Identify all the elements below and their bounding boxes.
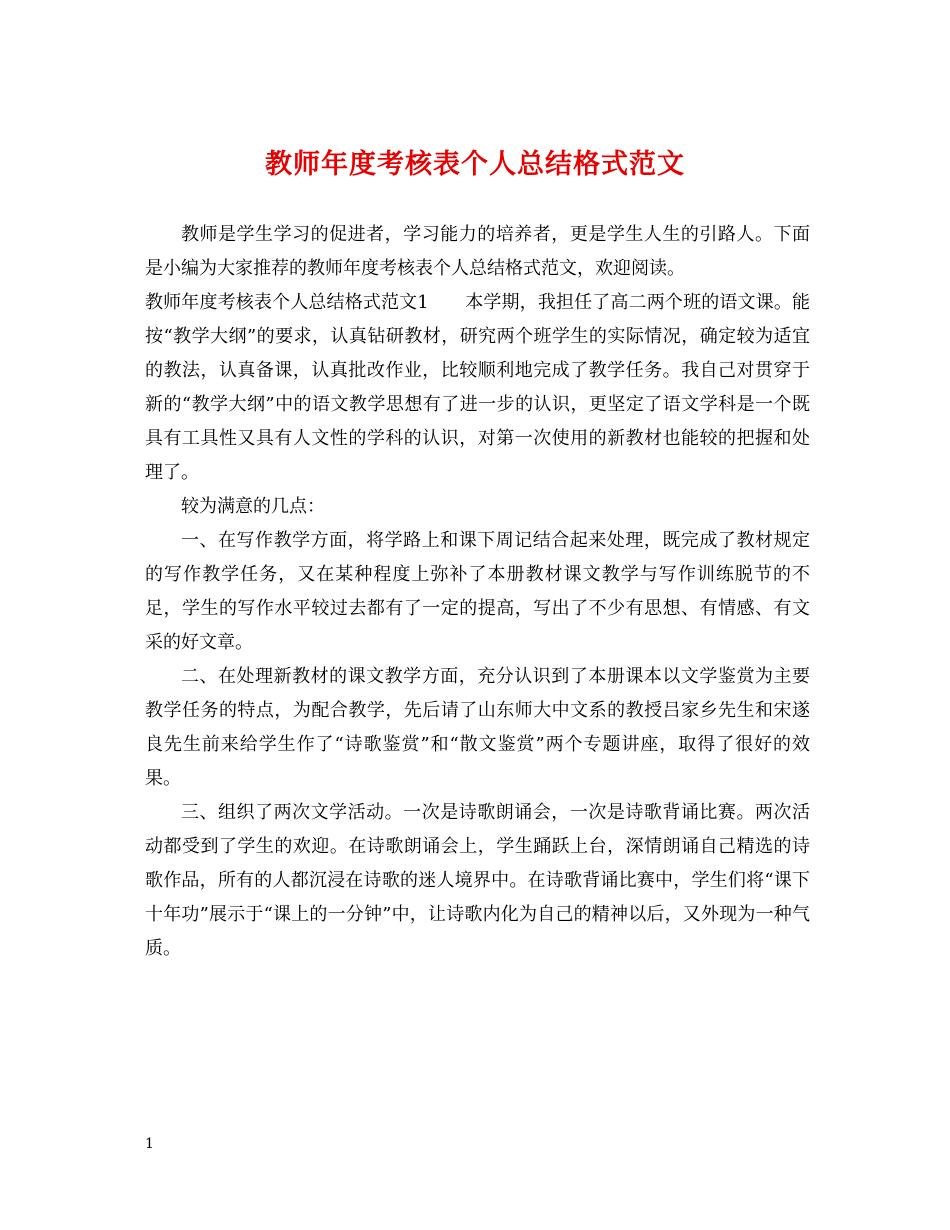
document-title: 教师年度考核表个人总结格式范文 xyxy=(265,149,685,180)
point-two-paragraph: 二、在处理新教材的课文教学方面，充分认识到了本册课本以文学鉴赏为主要教学任务的特点，为配合教学，先后请了山东师大中文系的教授吕家乡先生和宋遂良先生前来给学生作了“诗歌鉴赏”和“散文鉴赏”两个专题讲座，取得了很好的效果。 xyxy=(145,666,810,789)
sample-one-paragraph: 教师年度考核表个人总结格式范文1 本学期，我担任了高二两个班的语文课。能按“教学大纲”的要求，认真钻研教材，研究两个班学生的实际情况，确定较为适宜的教法，认真备课，认真批改作业，比较顺利地完成了教学任务。我自己对贯穿于新的“教学大纲”中的语文教学思想有了进一步的认识，更坚定了语文学科是一个既具有工具性又具有人文性的学科的认识，对第一次使用的新教材也能较的把握和处理了。 xyxy=(145,292,810,483)
point-three-paragraph: 三、组织了两次文学活动。一次是诗歌朗诵会，一次是诗歌背诵比赛。两次活动都受到了学生的欢迎。在诗歌朗诵会上，学生踊跃上台，深情朗诵自己精选的诗歌作品，所有的人都沉浸在诗歌的迷人境界中。在诗歌背诵比赛中，学生们将“课下十年功”展示于“课上的一分钟”中，让诗歌内化为自己的精神以后，又外现为一种气质。 xyxy=(145,802,810,959)
document-body xyxy=(145,218,810,966)
point-one-paragraph: 一、在写作教学方面，将学路上和课下周记结合起来处理，既完成了教材规定的写作教学任务，又在某种程度上弥补了本册教材课文教学与写作训练脱节的不足，学生的写作水平较过去都有了一定的提高，写出了不少有思想、有情感、有文采的好文章。 xyxy=(145,530,810,653)
satisfied-points-heading: 较为满意的几点： xyxy=(181,496,325,517)
intro-paragraph: 教师是学生学习的促进者，学习能力的培养者，更是学生人生的引路人。下面是小编为大家推荐的教师年度考核表个人总结格式范文，欢迎阅读。 xyxy=(145,224,810,279)
page-number: 1 xyxy=(145,1136,154,1152)
